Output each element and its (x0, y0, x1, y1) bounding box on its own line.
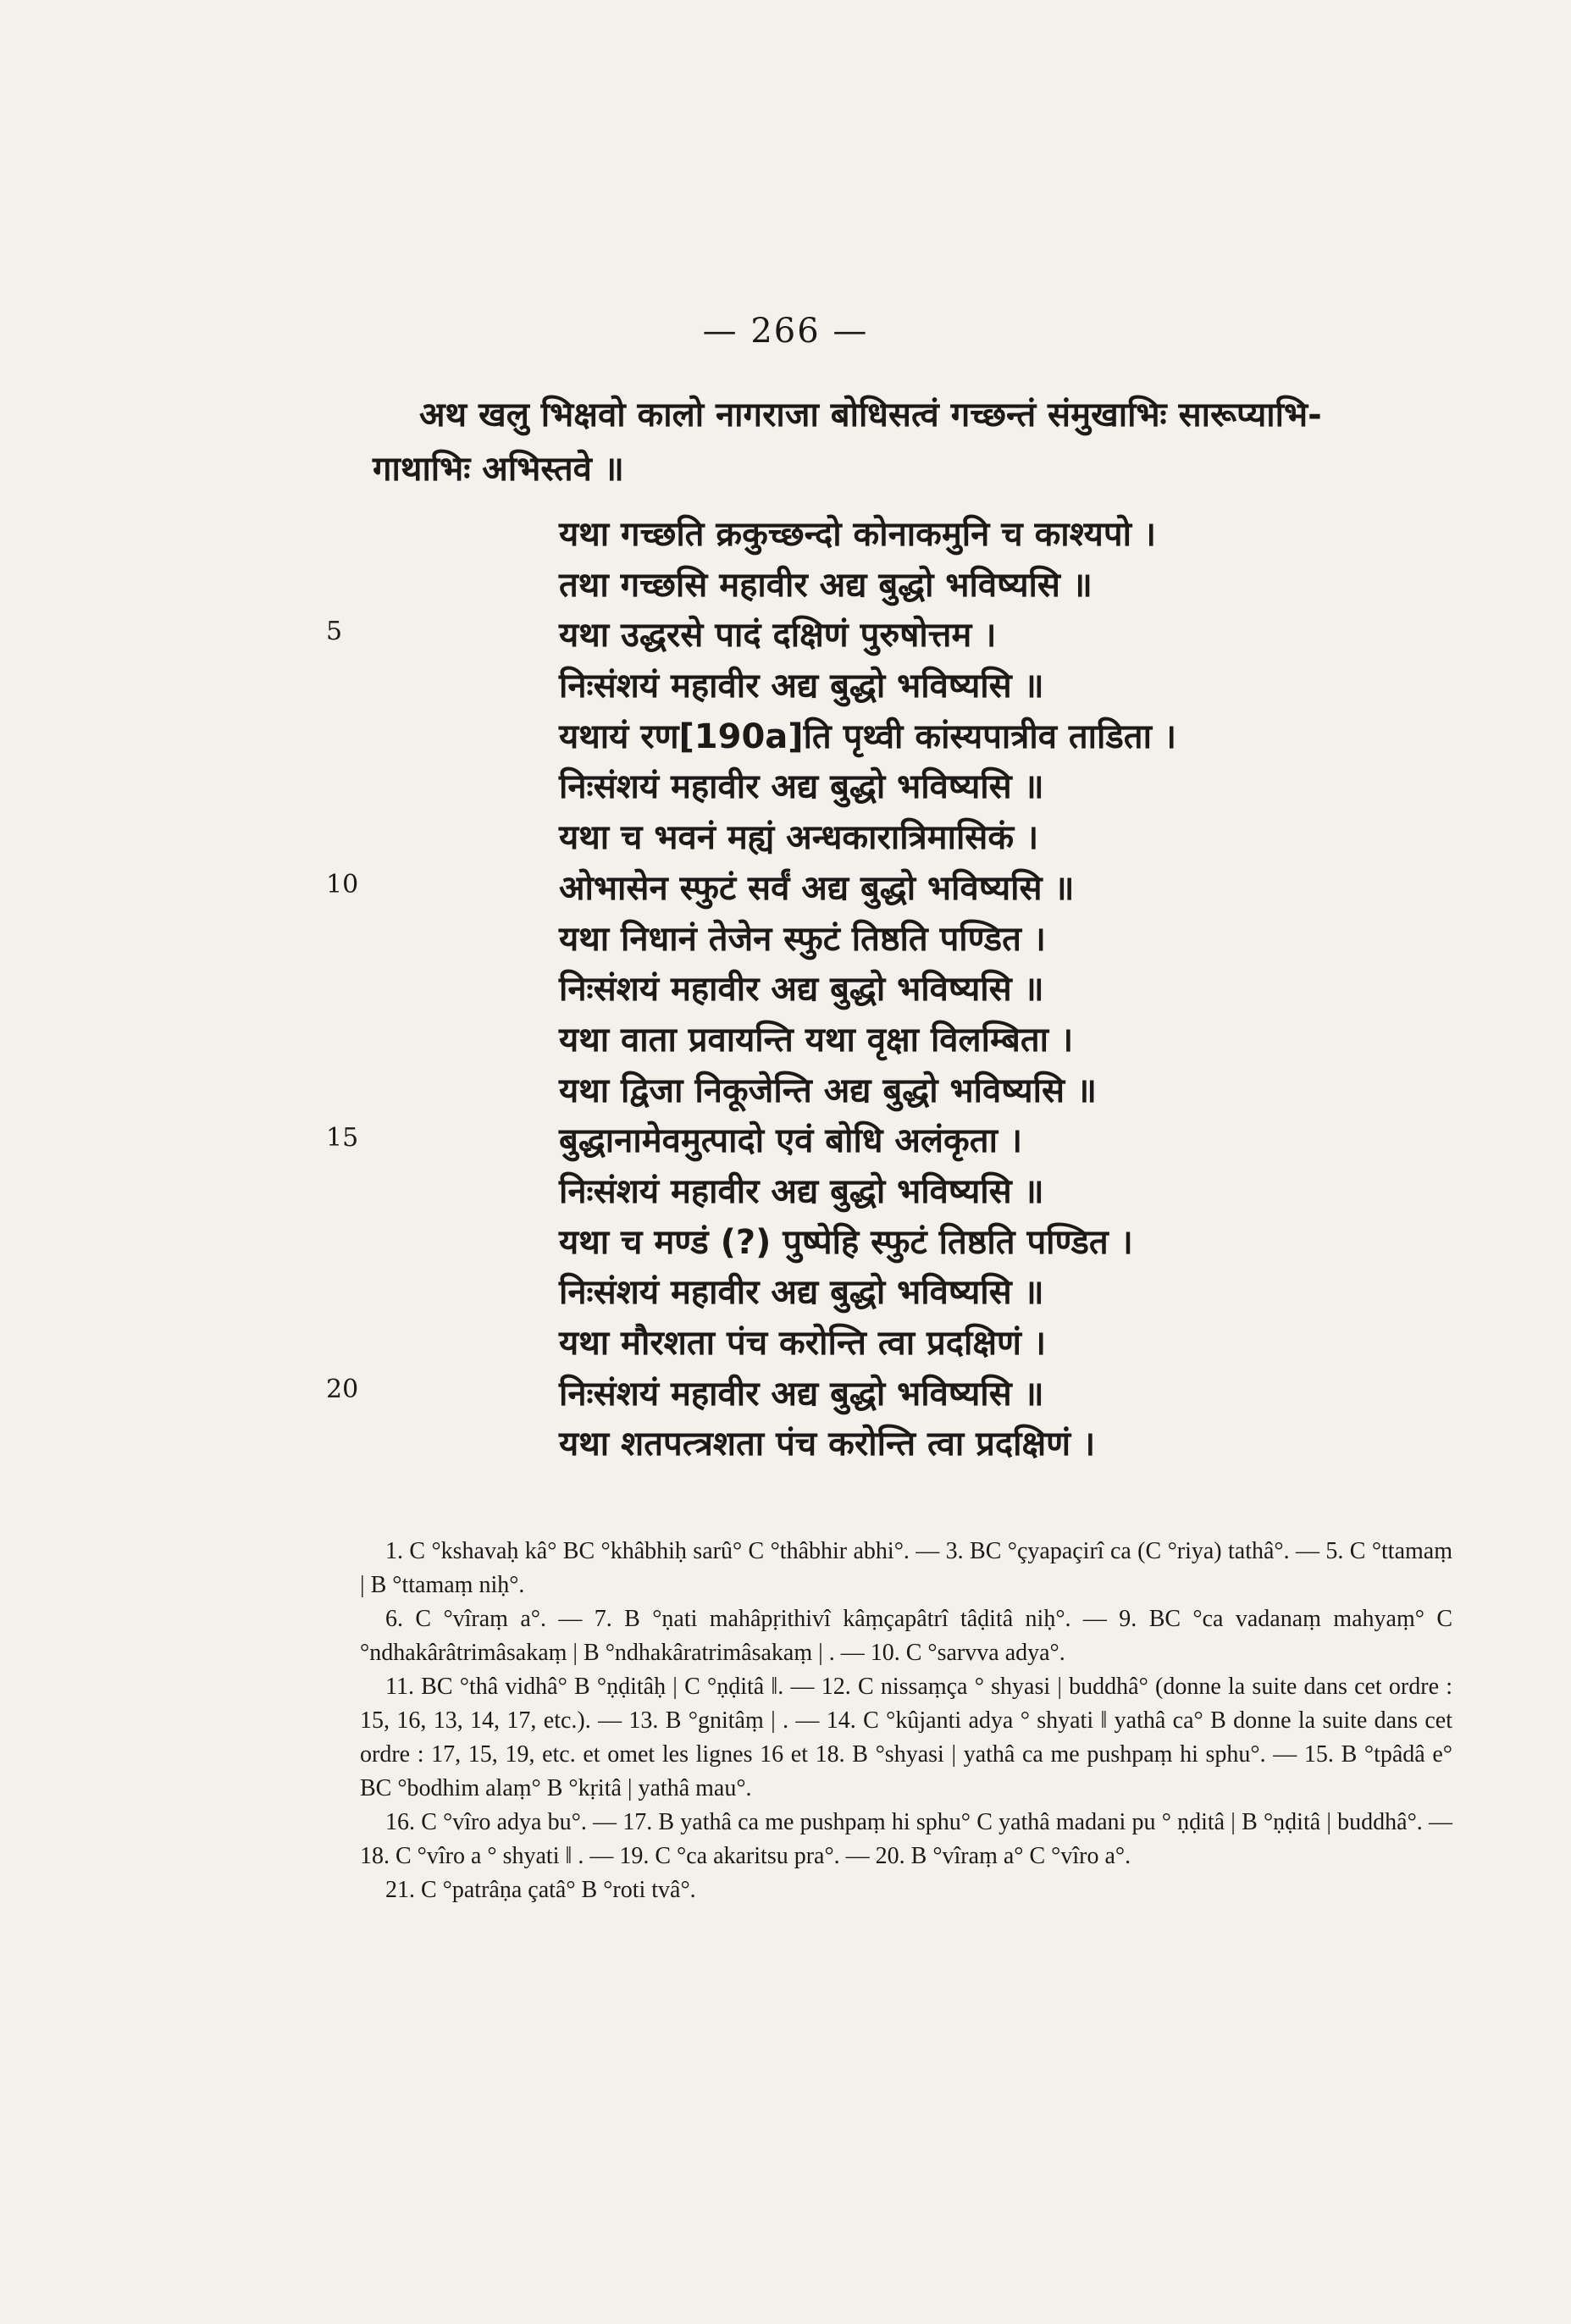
verse-line: यथा च मण्डं (?) पुष्पेहि स्फुटं तिष्ठति पण्डित । (559, 1222, 1133, 1262)
verse-line: बुद्धानामेवमुत्पादो एवं बोधि अलंकृता । (559, 1121, 1023, 1161)
footnote: 1. C °kshavaḥ kâ° BC °khâbhiḥ sarû° C °thâbhir abhi°. — 3. BC °çyapaçirî ca (C °riya) tathâ°. — 5. C °ttamaṃ | B °ttamaṃ niḥ°. (360, 1538, 1452, 1598)
verse-line: यथा उद्धरसे पादं दक्षिणं पुरुषोत्तम । (559, 616, 997, 656)
verse-line: यथा मौरशता पंच करोन्ति त्वा प्रदक्षिणं । (559, 1324, 1047, 1363)
line-number-15: 15 (326, 1123, 359, 1153)
footnote: 11. BC °thâ vidhâ° B °ṇḍitâḥ | C °ṇḍitâ ‖. — 12. C nissaṃça ° shyasi | buddhâ° (donne la suite dans cet ordre : 15, 16, 13, 14, 17, etc.). — 13. B °gnitâṃ | . — 14. C °kûjanti adya ° shyati ‖ yathâ ca° B donne la suite dans cet ordre : 17, 15, 19, etc. et omet les lignes 16 et 18. B °shyasi | yathâ ca me pushpaṃ hi sphu°. — 15. B °tpâdâ e° BC °bodhim alaṃ° B °kṛitâ | yathâ mau°. (360, 1674, 1452, 1801)
verse-line: निःसंशयं महावीर अद्य बुद्धो भविष्यसि ॥ (559, 767, 1044, 807)
intro-line-1: अथ खलु भिक्षवो कालो नागराजा बोधिसत्वं गच्छन्तं संमुखाभिः सारूप्याभि- (419, 396, 1322, 434)
intro-paragraph (373, 388, 1465, 496)
verse-line: यथा वाता प्रवायन्ति यथा वृक्षा विलम्बिता । (559, 1020, 1074, 1060)
verse-line: यथा द्विजा निकूजेन्ति अद्य बुद्धो भविष्यसि ॥ (559, 1071, 1097, 1110)
page-number: — 266 — (702, 312, 869, 351)
verse-line: निःसंशयं महावीर अद्य बुद्धो भविष्यसि ॥ (559, 1273, 1044, 1313)
footnote: 21. C °patrâṇa çatâ° B °roti tvâ°. (385, 1877, 696, 1903)
footnote: 6. C °vîraṃ a°. — 7. B °ṇati mahâpṛithivî kâṃçapâtrî tâḍitâ niḥ°. — 9. BC °ca vadanaṃ mahyaṃ° C °ndhakârâtrimâsakaṃ | B °ndhakâratrimâsakaṃ | . — 10. C °sarvva adya°. (360, 1606, 1452, 1666)
verse-line: यथा शतपत्त्रशता पंच करोन्ति त्वा प्रदक्षिणं । (559, 1425, 1096, 1464)
verse-line: यथा च भवनं मह्यं अन्धकारात्रिमासिकं । (559, 818, 1039, 858)
verse-line: यथा निधानं तेजेन स्फुटं तिष्ठति पण्डित । (559, 919, 1046, 959)
verse-line: निःसंशयं महावीर अद्य बुद्धो भविष्यसि ॥ (559, 1374, 1044, 1414)
line-number-5: 5 (326, 617, 343, 646)
verse-line: निःसंशयं महावीर अद्य बुद्धो भविष्यसि ॥ (559, 1171, 1044, 1211)
footnotes (360, 1535, 1452, 1907)
verse-block (559, 510, 1491, 1470)
verse-line: तथा गच्छसि महावीर अद्य बुद्धो भविष्यसि ॥ (559, 565, 1093, 605)
verse-line: यथा गच्छति क्रकुच्छन्दो कोनाकमुनि च काश्यपो । (559, 515, 1157, 554)
line-number-20: 20 (326, 1375, 359, 1404)
line-number-10: 10 (326, 870, 359, 899)
verse-line: निःसंशयं महावीर अद्य बुद्धो भविष्यसि ॥ (559, 667, 1044, 706)
verse-line: निःसंशयं महावीर अद्य बुद्धो भविष्यसि ॥ (559, 970, 1044, 1010)
verse-line: यथायं रण[190a]ति पृथ्वी कांस्यपात्रीव ताडिता । (559, 717, 1177, 756)
footnote: 16. C °vîro adya bu°. — 17. B yathâ ca me pushpaṃ hi sphu° C yathâ madani pu ° ṇḍitâ | B °ṇḍitâ | buddhâ°. — 18. C °vîro a ° shyati ‖ . — 19. C °ca akaritsu pra°. — 20. B °vîraṃ a° C °vîro a°. (360, 1809, 1452, 1869)
intro-line-2: गाथाभिः अभिस्तवे ॥ (373, 450, 624, 489)
verse-line: ओभासेन स्फुटं सर्वं अद्य बुद्धो भविष्यसि ॥ (559, 868, 1075, 908)
